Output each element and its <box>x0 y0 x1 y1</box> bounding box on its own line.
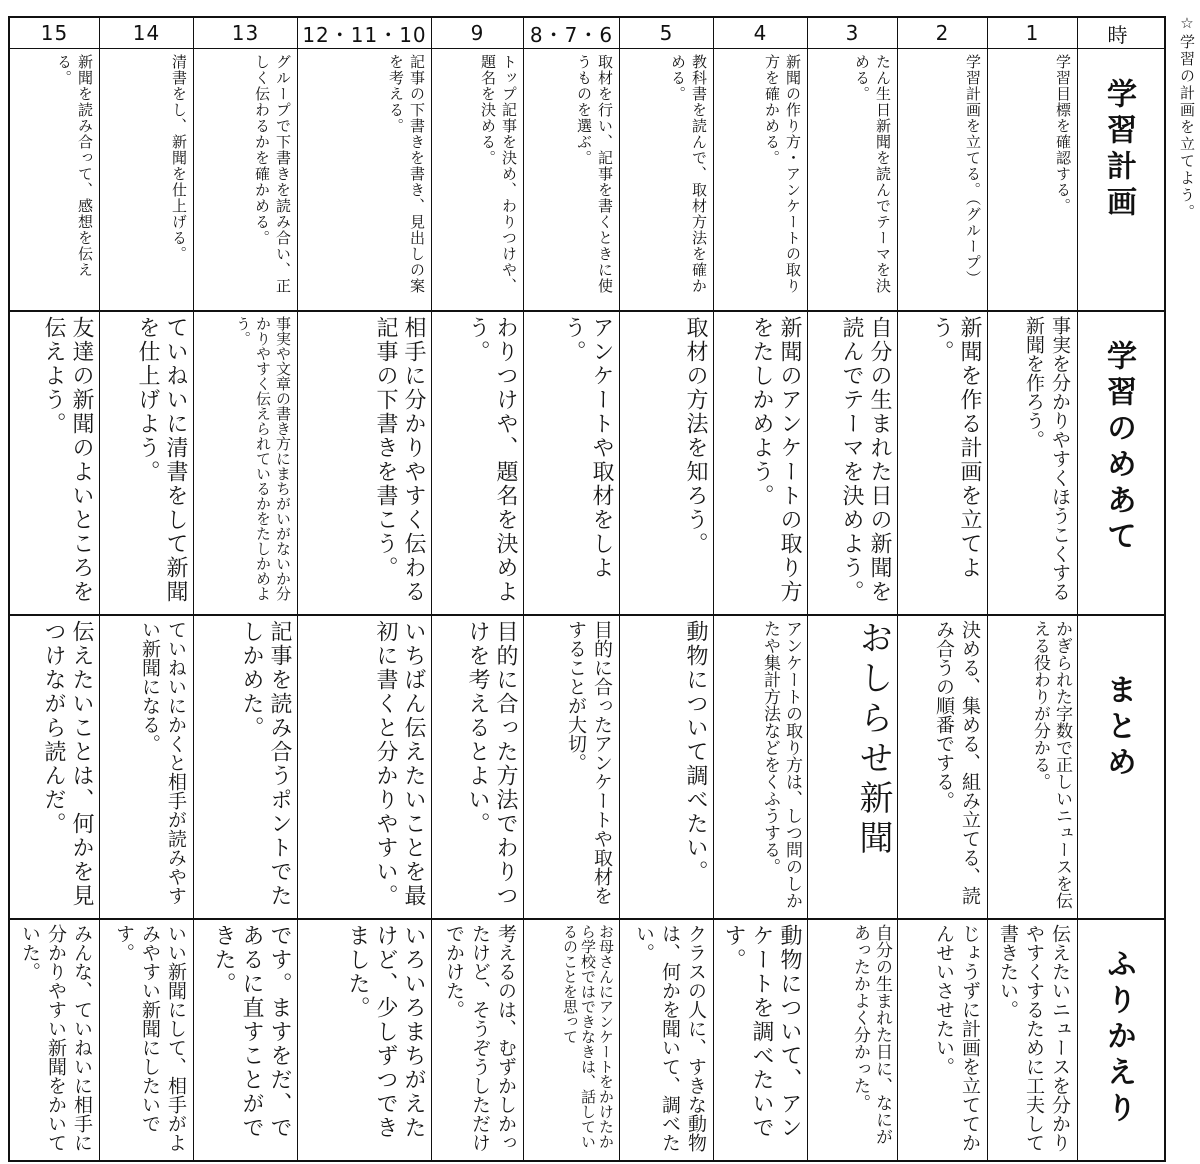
header-lesson-9: 9 <box>432 18 524 48</box>
summary-row-label: まとめ <box>1101 674 1136 782</box>
plan-lesson-15: 新聞を読み合って、感想を伝える。 <box>10 48 100 310</box>
header-lesson-1: 1 <box>988 18 1078 48</box>
header-lesson-2: 2 <box>898 18 988 48</box>
reflection-lesson-13: です。ますをだ、であるに直すことができた。 <box>194 918 298 1162</box>
summary-lesson-3: おしらせ新聞 <box>808 614 898 918</box>
plan-lesson-1: 学習目標を確認する。 <box>988 48 1078 310</box>
reflection-lesson-2: じょうずに計画を立ててかんせいさせたい。 <box>898 918 988 1162</box>
reflection-lesson-3: 自分の生まれた日に、なにがあったかよく分かった。 <box>808 918 898 1162</box>
summary-lesson-5: 動物について調べたい。 <box>620 614 714 918</box>
plan-lesson-12-11-10: 記事の下書きを書き、見出しの案を考える。 <box>298 48 432 310</box>
header-lesson-15: 15 <box>10 18 100 48</box>
reflection-lesson-5: クラスの人に、すきな動物は、何かを聞いて、調べたい。 <box>620 918 714 1162</box>
summary-lesson-2: 決める、集める、組み立てる、読み合うの順番でする。 <box>898 614 988 918</box>
goal-row <box>10 310 1164 616</box>
summary-lesson-8-7-6: 目的に合ったアンケートや取材をすることが大切。 <box>524 614 620 918</box>
plan-lesson-5: 教科書を読んで、取材方法を確かめる。 <box>620 48 714 310</box>
header-row-label: 時 <box>1107 22 1129 47</box>
lesson-plan-table <box>8 16 1166 1162</box>
goal-lesson-1: 事実を分かりやすくほうこくする新聞を作ろう。 <box>988 310 1078 614</box>
reflection-lesson-1: 伝えたいニュースを分かりやすくするために工夫して書きたい。 <box>988 918 1078 1162</box>
plan-lesson-4: 新聞の作り方・アンケートの取り方を確かめる。 <box>714 48 808 310</box>
reflection-row-label: ふりかえり <box>1101 948 1136 1128</box>
plan-lesson-13: グループで下書きを読み合い、正しく伝わるかを確かめる。 <box>194 48 298 310</box>
goal-lesson-2: 新聞を作る計画を立てよう。 <box>898 310 988 614</box>
header-row <box>10 18 1164 49</box>
plan-lesson-9: トップ記事を決め、わりつけや、題名を決める。 <box>432 48 524 310</box>
header-lesson-5: 5 <box>620 18 714 48</box>
goal-lesson-8-7-6: アンケートや取材をしよう。 <box>524 310 620 614</box>
header-lesson-14: 14 <box>100 18 194 48</box>
summary-lesson-14: ていねいにかくと相手が読みやすい新聞になる。 <box>100 614 194 918</box>
reflection-lesson-8-7-6: お母さんにアンケートをかけたから学校ではできなきは、話しているのことを思って <box>524 918 620 1162</box>
goal-lesson-15: 友達の新聞のよいところを伝えよう。 <box>10 310 100 614</box>
reflection-lesson-12-11-10: いろいろまちがえたけど、少しずつできました。 <box>298 918 432 1162</box>
plan-lesson-14: 清書をし、新聞を仕上げる。 <box>100 48 194 310</box>
plan-row <box>10 48 1164 312</box>
goal-lesson-5: 取材の方法を知ろう。 <box>620 310 714 614</box>
goal-lesson-12-11-10: 相手に分かりやすく伝わる記事の下書きを書こう。 <box>298 310 432 614</box>
goal-lesson-9: わりつけや、題名を決めよう。 <box>432 310 524 614</box>
header-lesson-12-11-10: 12・11・10 <box>298 18 432 48</box>
header-lesson-8-7-6: 8・7・6 <box>524 18 620 48</box>
reflection-lesson-4: 動物について、アンケートを調べたいです。 <box>714 918 808 1162</box>
reflection-row <box>10 918 1164 1162</box>
goal-lesson-14: ていねいに清書をして新聞を仕上げよう。 <box>100 310 194 614</box>
side-title: ☆学習の計画を立てよう。 <box>1178 14 1196 221</box>
reflection-lesson-15: みんな、ていねいに相手に分かりやすい新聞をかいていた。 <box>10 918 100 1162</box>
reflection-lesson-9: 考えるのは、むずかしかったけど、そうぞうしただけでかけた。 <box>432 918 524 1162</box>
plan-lesson-3: たん生日新聞を読んでテーマを決める。 <box>808 48 898 310</box>
goal-lesson-13: 事実や文章の書き方にまちがいがないか分かりやすく伝えられているかをたしかめよう。 <box>194 310 298 614</box>
summary-row <box>10 614 1164 920</box>
summary-lesson-4: アンケートの取り方は、しつ問のしかたや集計方法などをくふうする。 <box>714 614 808 918</box>
goal-lesson-3: 自分の生まれた日の新聞を読んでテーマを決めよう。 <box>808 310 898 614</box>
plan-row-label: 学習計画 <box>1101 78 1136 222</box>
header-lesson-3: 3 <box>808 18 898 48</box>
plan-lesson-2: 学習計画を立てる。（グループ） <box>898 48 988 310</box>
summary-lesson-1: かぎられた字数で正しいニュースを伝える役わりが分かる。 <box>988 614 1078 918</box>
summary-lesson-12-11-10: いちばん伝えたいことを最初に書くと分かりやすい。 <box>298 614 432 918</box>
summary-lesson-15: 伝えたいことは、何かを見つけながら読んだ。 <box>10 614 100 918</box>
summary-lesson-9: 目的に合った方法でわりつけを考えるとよい。 <box>432 614 524 918</box>
goal-row-label: 学習のめあて <box>1101 340 1136 556</box>
goal-lesson-4: 新聞のアンケートの取り方をたしかめよう。 <box>714 310 808 614</box>
header-lesson-13: 13 <box>194 18 298 48</box>
plan-lesson-8-7-6: 取材を行い、記事を書くときに使うものを選ぶ。 <box>524 48 620 310</box>
reflection-lesson-14: いい新聞にして、相手がよみやすい新聞にしたいです。 <box>100 918 194 1162</box>
summary-lesson-13: 記事を読み合うポントでたしかめた。 <box>194 614 298 918</box>
header-lesson-4: 4 <box>714 18 808 48</box>
